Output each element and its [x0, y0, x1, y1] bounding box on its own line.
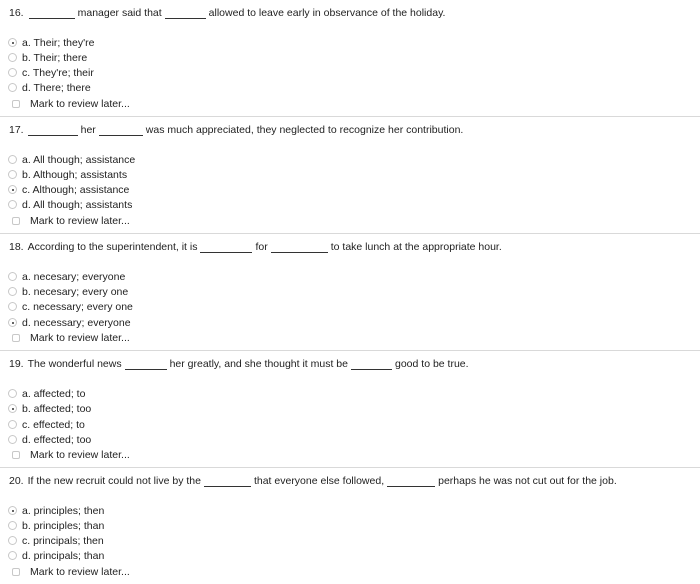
answer-blank: [165, 8, 206, 19]
review-label: Mark to review later...: [30, 565, 130, 578]
divider: [0, 467, 700, 468]
radio-button[interactable]: [8, 389, 17, 398]
review-label: Mark to review later...: [30, 448, 130, 461]
option-label: b. Their; there: [22, 51, 88, 64]
review-checkbox-row[interactable]: [12, 565, 130, 578]
prompt-text: If the new recruit could not live by the: [27, 475, 201, 487]
review-checkbox[interactable]: [12, 568, 20, 576]
option-c[interactable]: [8, 183, 129, 196]
question-number: 18.: [9, 241, 24, 253]
prompt-text: for: [255, 241, 268, 253]
answer-blank: [271, 242, 328, 253]
review-checkbox-row[interactable]: [12, 448, 130, 461]
option-c[interactable]: [8, 66, 94, 79]
prompt-text: that everyone else followed,: [253, 475, 385, 487]
option-c[interactable]: [8, 418, 85, 431]
answer-blank: [204, 476, 251, 487]
radio-button[interactable]: [8, 185, 17, 194]
option-d[interactable]: [8, 198, 132, 211]
option-label: c. They're; their: [22, 66, 94, 79]
review-checkbox-row[interactable]: [12, 214, 130, 227]
divider: [0, 350, 700, 351]
option-label: c. necessary; every one: [22, 300, 133, 313]
option-label: c. principals; then: [22, 534, 104, 547]
review-checkbox[interactable]: [12, 217, 20, 225]
option-label: d. principals; than: [22, 549, 105, 562]
review-label: Mark to review later...: [30, 331, 130, 344]
radio-button[interactable]: [8, 521, 17, 530]
prompt-text: her: [80, 124, 96, 136]
option-label: a. Their; they're: [22, 36, 95, 49]
option-d[interactable]: [8, 316, 131, 329]
option-a[interactable]: [8, 36, 94, 49]
option-b[interactable]: [8, 519, 104, 532]
question-prompt: [9, 357, 469, 371]
option-label: a. necesary; everyone: [22, 270, 126, 283]
radio-button[interactable]: [8, 68, 17, 77]
option-label: d. effected; too: [22, 433, 92, 446]
option-label: a. principles; then: [22, 504, 105, 517]
radio-button[interactable]: [8, 155, 17, 164]
review-label: Mark to review later...: [30, 97, 130, 110]
prompt-text: manager said that: [77, 7, 162, 19]
option-a[interactable]: [8, 270, 125, 283]
answer-blank: [387, 476, 435, 487]
review-checkbox-row[interactable]: [12, 331, 130, 344]
divider: [0, 116, 700, 117]
prompt-text: her greatly, and she thought it must be: [169, 358, 348, 370]
option-a[interactable]: [8, 387, 85, 400]
prompt-text: perhaps he was not cut out for the job.: [438, 475, 617, 487]
radio-button[interactable]: [8, 536, 17, 545]
radio-button[interactable]: [8, 420, 17, 429]
option-b[interactable]: [8, 168, 127, 181]
radio-button[interactable]: [8, 53, 17, 62]
answer-blank: [200, 242, 252, 253]
radio-button[interactable]: [8, 38, 17, 47]
answer-blank: [28, 125, 78, 136]
radio-button[interactable]: [8, 200, 17, 209]
option-label: b. Although; assistants: [22, 168, 128, 181]
option-label: d. There; there: [22, 81, 91, 94]
option-d[interactable]: [8, 549, 104, 562]
prompt-text: was much appreciated, they neglected to recognize her contribution.: [145, 124, 464, 136]
radio-button[interactable]: [8, 551, 17, 560]
answer-blank: [29, 8, 75, 19]
radio-button[interactable]: [8, 83, 17, 92]
prompt-text: to take lunch at the appropriate hour.: [330, 241, 502, 253]
radio-button[interactable]: [8, 318, 17, 327]
option-label: b. necesary; every one: [22, 285, 129, 298]
answer-blank: [351, 359, 392, 370]
question-number: 17.: [9, 124, 24, 136]
option-c[interactable]: [8, 534, 104, 547]
review-checkbox[interactable]: [12, 334, 20, 342]
question-prompt: [9, 123, 463, 137]
option-c[interactable]: [8, 300, 133, 313]
review-label: Mark to review later...: [30, 214, 130, 227]
option-b[interactable]: [8, 285, 128, 298]
question-prompt: [9, 474, 617, 488]
question-number: 16.: [9, 7, 24, 19]
question-number: 20.: [9, 475, 24, 487]
review-checkbox[interactable]: [12, 451, 20, 459]
option-label: b. principles; than: [22, 519, 105, 532]
question-prompt: [9, 6, 445, 20]
answer-blank: [99, 125, 143, 136]
option-b[interactable]: [8, 402, 91, 415]
answer-blank: [125, 359, 167, 370]
radio-button[interactable]: [8, 506, 17, 515]
option-label: d. All though; assistants: [22, 198, 133, 211]
radio-button[interactable]: [8, 302, 17, 311]
question-number: 19.: [9, 358, 24, 370]
prompt-text: allowed to leave early in observance of the holiday.: [208, 7, 446, 19]
review-checkbox[interactable]: [12, 100, 20, 108]
option-label: c. Although; assistance: [22, 183, 130, 196]
option-d[interactable]: [8, 81, 91, 94]
option-label: a. affected; to: [22, 387, 86, 400]
prompt-text: According to the superintendent, it is: [27, 241, 198, 253]
review-checkbox-row[interactable]: [12, 97, 130, 110]
option-a[interactable]: [8, 153, 135, 166]
radio-button[interactable]: [8, 287, 17, 296]
prompt-text: The wonderful news: [27, 358, 122, 370]
option-a[interactable]: [8, 504, 104, 517]
option-label: c. effected; to: [22, 418, 85, 431]
prompt-text: good to be true.: [395, 358, 469, 370]
option-label: b. affected; too: [22, 402, 92, 415]
radio-button[interactable]: [8, 170, 17, 179]
radio-button[interactable]: [8, 272, 17, 281]
question-prompt: [9, 240, 502, 254]
radio-button[interactable]: [8, 404, 17, 413]
option-label: d. necessary; everyone: [22, 316, 131, 329]
option-label: a. All though; assistance: [22, 153, 136, 166]
radio-button[interactable]: [8, 435, 17, 444]
divider: [0, 233, 700, 234]
option-b[interactable]: [8, 51, 87, 64]
option-d[interactable]: [8, 433, 91, 446]
